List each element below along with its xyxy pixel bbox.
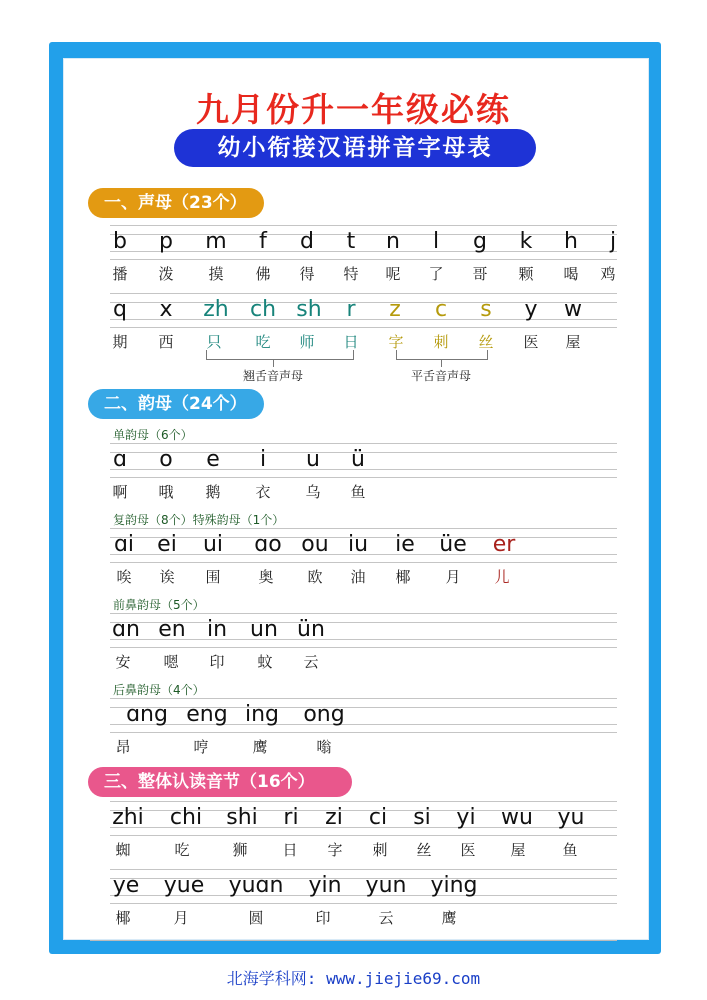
pinyin-syllable: yue xyxy=(163,873,205,898)
pinyin-letter: in xyxy=(206,617,228,642)
guide-line xyxy=(110,259,617,260)
example-character: 儿 xyxy=(494,568,510,586)
example-character: 西 xyxy=(158,333,174,351)
example-character: 哼 xyxy=(193,738,209,756)
example-character: 师 xyxy=(299,333,315,351)
pinyin-syllable: wu xyxy=(501,805,533,830)
example-character: 月 xyxy=(445,568,461,586)
example-character: 衣 xyxy=(255,483,271,501)
example-character: 蚊 xyxy=(257,653,273,671)
pinyin-letter: l xyxy=(432,229,440,254)
example-character: 期 xyxy=(112,333,128,351)
example-character: 吃 xyxy=(255,333,271,351)
pinyin-letter: ɑ xyxy=(113,447,127,472)
pinyin-letter: ei xyxy=(157,532,177,557)
pinyin-letter: üe xyxy=(439,532,467,557)
pinyin-letter: y xyxy=(524,297,538,322)
example-character: 屋 xyxy=(565,333,581,351)
example-character: 丝 xyxy=(416,841,432,859)
pinyin-letter-retroflex: r xyxy=(346,297,356,322)
pinyin-letter: ɑo xyxy=(254,532,282,557)
pinyin-letter: k xyxy=(519,229,533,254)
example-character: 字 xyxy=(388,333,404,351)
pinyin-letter: h xyxy=(564,229,578,254)
flat-bracket xyxy=(396,350,488,360)
pinyin-letter: e xyxy=(206,447,220,472)
example-character: 啊 xyxy=(112,483,128,501)
guide-line xyxy=(110,801,617,802)
example-character: 日 xyxy=(343,333,359,351)
section-heading-finals: 二、韵母（24个） xyxy=(88,389,264,419)
subsection-label-compound: 复韵母（8个）特殊韵母（1个） xyxy=(113,513,285,527)
subsection-label-simple: 单韵母（6个） xyxy=(113,428,193,442)
pinyin-letter: m xyxy=(205,229,227,254)
guide-line xyxy=(110,639,617,640)
example-character: 只 xyxy=(206,333,222,351)
pinyin-letter-retroflex: sh xyxy=(296,297,322,322)
section-heading-initials: 一、声母（23个） xyxy=(88,188,264,218)
example-character: 诶 xyxy=(159,568,175,586)
example-character: 月 xyxy=(173,909,189,927)
subsection-label-front-nasal: 前鼻韵母（5个） xyxy=(113,598,205,612)
pinyin-letter: d xyxy=(300,229,314,254)
example-character: 椰 xyxy=(395,568,411,586)
flat-bracket-tick xyxy=(441,359,442,367)
pinyin-syllable: shi xyxy=(226,805,258,830)
pinyin-letter: u xyxy=(306,447,320,472)
example-character: 圆 xyxy=(248,909,264,927)
example-character: 丝 xyxy=(478,333,494,351)
guide-line xyxy=(110,327,617,328)
pinyin-letter-flat: s xyxy=(480,297,492,322)
pinyin-letter: ui xyxy=(202,532,224,557)
pinyin-letter: eng xyxy=(186,702,228,727)
pinyin-letter-flat: c xyxy=(434,297,448,322)
pinyin-letter: ie xyxy=(395,532,415,557)
example-character: 椰 xyxy=(115,909,131,927)
pinyin-syllable: si xyxy=(413,805,431,830)
pinyin-letter: g xyxy=(473,229,487,254)
guide-line xyxy=(110,903,617,904)
example-character: 围 xyxy=(205,568,221,586)
pinyin-letter: w xyxy=(564,297,582,322)
pinyin-letter-retroflex: ch xyxy=(249,297,277,322)
example-character: 蜘 xyxy=(115,841,131,859)
example-character: 昂 xyxy=(115,738,131,756)
example-character: 鸡 xyxy=(600,265,616,283)
retroflex-bracket-tick xyxy=(273,359,274,367)
pinyin-syllable: zi xyxy=(325,805,343,830)
pinyin-letter: en xyxy=(158,617,186,642)
subsection-label-back-nasal: 后鼻韵母（4个） xyxy=(113,683,205,697)
pinyin-letter: b xyxy=(113,229,127,254)
guide-line xyxy=(110,302,617,303)
example-character: 了 xyxy=(428,265,444,283)
example-character: 哦 xyxy=(158,483,174,501)
pinyin-syllable: yi xyxy=(456,805,476,830)
example-character: 喝 xyxy=(563,265,579,283)
guide-line xyxy=(110,698,617,699)
guide-line xyxy=(110,443,617,444)
pinyin-letter: ong xyxy=(303,702,345,727)
pinyin-syllable: yu xyxy=(557,805,585,830)
pinyin-letter: un xyxy=(250,617,278,642)
pinyin-letter: iu xyxy=(347,532,369,557)
guide-line xyxy=(110,477,617,478)
example-character: 医 xyxy=(523,333,539,351)
example-character: 油 xyxy=(350,568,366,586)
pinyin-letter: ɑn xyxy=(112,617,140,642)
example-character: 刺 xyxy=(433,333,449,351)
pinyin-letter: q xyxy=(113,297,127,322)
example-character: 呢 xyxy=(385,265,401,283)
example-character: 唉 xyxy=(116,568,132,586)
retroflex-label: 翘舌音声母 xyxy=(242,369,304,383)
pinyin-letter: ɑng xyxy=(126,702,168,727)
pinyin-syllable: yun xyxy=(365,873,407,898)
guide-line xyxy=(110,319,617,320)
guide-line xyxy=(110,251,617,252)
pinyin-letter: x xyxy=(159,297,173,322)
pinyin-syllable: ci xyxy=(368,805,388,830)
example-character: 泼 xyxy=(158,265,174,283)
example-character: 欧 xyxy=(307,568,323,586)
example-character: 医 xyxy=(460,841,476,859)
example-character: 嗯 xyxy=(163,653,179,671)
example-character: 字 xyxy=(327,841,343,859)
guide-line xyxy=(110,622,617,623)
example-character: 特 xyxy=(343,265,359,283)
section-heading-syllables: 三、整体认读音节（16个） xyxy=(88,767,352,797)
pinyin-letter: i xyxy=(259,447,267,472)
example-character: 鹰 xyxy=(252,738,268,756)
example-character: 哥 xyxy=(472,265,488,283)
example-character: 播 xyxy=(112,265,128,283)
example-character: 刺 xyxy=(372,841,388,859)
retroflex-bracket xyxy=(206,350,354,360)
pinyin-letter: t xyxy=(346,229,356,254)
example-character: 鹅 xyxy=(205,483,221,501)
example-character: 鹰 xyxy=(441,909,457,927)
page-subtitle: 幼小衔接汉语拼音字母表 xyxy=(174,129,536,167)
pinyin-letter-flat: z xyxy=(389,297,401,322)
guide-line xyxy=(110,647,617,648)
example-character: 云 xyxy=(378,909,394,927)
pinyin-letter: ou xyxy=(301,532,329,557)
pinyin-letter: j xyxy=(609,229,617,254)
pinyin-syllable: chi xyxy=(169,805,203,830)
example-character: 佛 xyxy=(255,265,271,283)
footer-website: 北海学科网: www.jiejie69.com xyxy=(226,969,481,988)
guide-line xyxy=(110,225,617,226)
guide-line xyxy=(110,869,617,870)
example-character: 安 xyxy=(115,653,131,671)
pinyin-letter-retroflex: zh xyxy=(203,297,229,322)
example-character: 鱼 xyxy=(350,483,366,501)
pinyin-letter: ün xyxy=(297,617,325,642)
guide-line xyxy=(110,234,617,235)
example-character: 鱼 xyxy=(562,841,578,859)
example-character: 摸 xyxy=(208,265,224,283)
pinyin-letter: f xyxy=(259,229,267,254)
guide-line xyxy=(110,562,617,563)
example-character: 嗡 xyxy=(316,738,332,756)
pinyin-syllable: yin xyxy=(308,873,342,898)
example-character: 印 xyxy=(315,909,331,927)
pinyin-letter: p xyxy=(159,229,173,254)
example-character: 颗 xyxy=(518,265,534,283)
example-character: 云 xyxy=(303,653,319,671)
pinyin-letter: n xyxy=(386,229,400,254)
pinyin-syllable: zhi xyxy=(112,805,144,830)
pinyin-letter-special: er xyxy=(492,532,516,557)
pinyin-syllable: yuɑn xyxy=(228,873,284,898)
example-character: 奥 xyxy=(258,568,274,586)
pinyin-letter: o xyxy=(159,447,173,472)
example-character: 乌 xyxy=(305,483,321,501)
pinyin-letter: ɑi xyxy=(113,532,135,557)
pinyin-letter: ing xyxy=(244,702,280,727)
guide-line xyxy=(110,835,617,836)
sheet-bottom-rule xyxy=(90,940,617,941)
example-character: 吃 xyxy=(174,841,190,859)
guide-line xyxy=(110,528,617,529)
flat-label: 平舌音声母 xyxy=(410,369,472,383)
guide-line xyxy=(110,613,617,614)
example-character: 日 xyxy=(282,841,298,859)
pinyin-syllable: ying xyxy=(430,873,478,898)
pinyin-syllable: ri xyxy=(283,805,299,830)
pinyin-syllable: ye xyxy=(112,873,140,898)
example-character: 得 xyxy=(299,265,315,283)
pinyin-letter: ü xyxy=(351,447,365,472)
page-title: 九月份升一年级必练 xyxy=(196,90,511,129)
guide-line xyxy=(110,732,617,733)
example-character: 狮 xyxy=(232,841,248,859)
guide-line xyxy=(110,293,617,294)
example-character: 屋 xyxy=(510,841,526,859)
example-character: 印 xyxy=(209,653,225,671)
